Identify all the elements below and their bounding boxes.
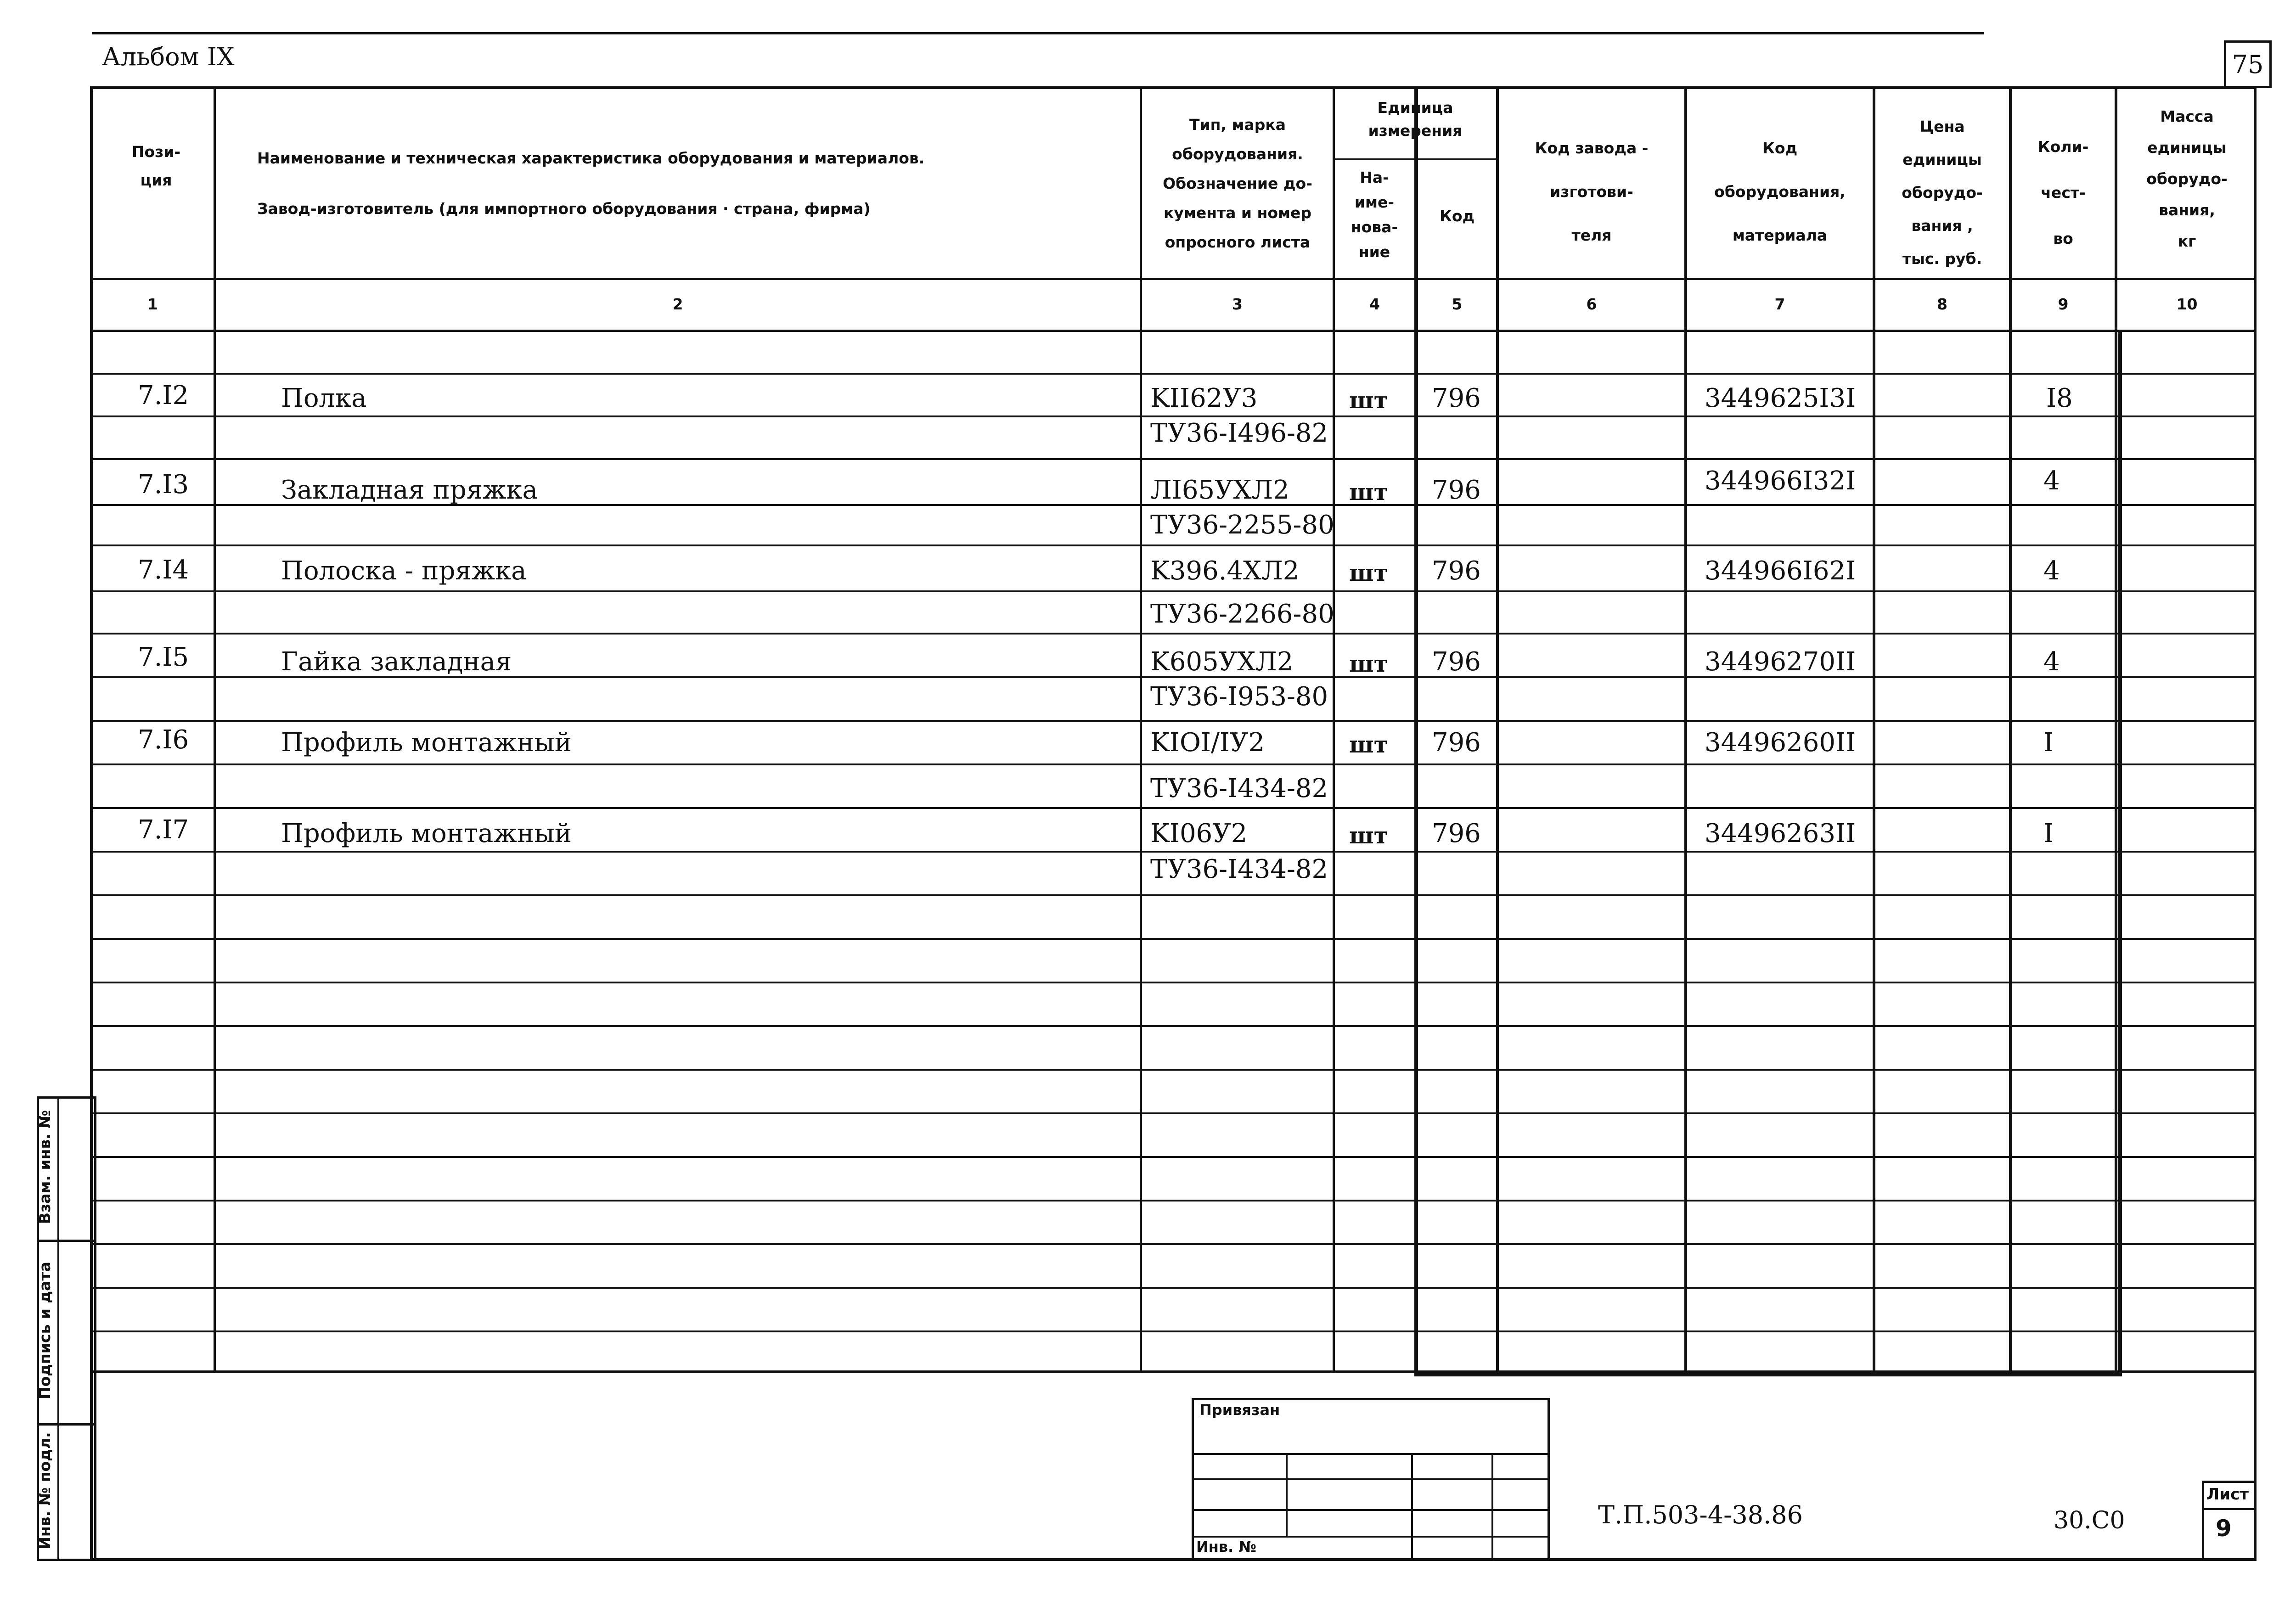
item-name: Профиль монтажный bbox=[281, 819, 572, 848]
col-number-7: 7 bbox=[1774, 295, 1785, 313]
unit-code: 796 bbox=[1432, 728, 1481, 758]
item-doc: ТУ36-I953-80 bbox=[1150, 682, 1328, 712]
col-number-9: 9 bbox=[2058, 295, 2069, 313]
quantity: 4 bbox=[2043, 556, 2060, 586]
unit-name: шт bbox=[1349, 650, 1388, 677]
item-type: K396.4ХЛ2 bbox=[1150, 556, 1300, 586]
position: 7.I6 bbox=[138, 725, 189, 755]
item-doc: ТУ36-I434-82 bbox=[1150, 774, 1328, 803]
position: 7.I7 bbox=[138, 815, 189, 845]
quantity: 4 bbox=[2043, 466, 2060, 496]
item-name: Полка bbox=[281, 383, 367, 413]
item-doc: ТУ36-I496-82 bbox=[1150, 418, 1328, 448]
unit-name: шт bbox=[1349, 731, 1388, 758]
col-number-10: 10 bbox=[2176, 295, 2198, 313]
unit-code: 796 bbox=[1432, 647, 1481, 677]
inv-number-label: Инв. № bbox=[1196, 1538, 1256, 1555]
position: 7.I2 bbox=[138, 381, 189, 410]
material-code: 34496263II bbox=[1705, 819, 1856, 848]
sheet-label: Лист bbox=[2206, 1485, 2249, 1504]
header-position: Пози- ция bbox=[131, 143, 181, 189]
header-type: Тип, марка оборудования. Обозначение до- кумента и номер опросного листа bbox=[1163, 116, 1312, 251]
unit-name: шт bbox=[1349, 822, 1388, 849]
side-stamp-signature-date: Подпись и дата bbox=[36, 1262, 54, 1399]
material-code: 344966I62I bbox=[1705, 556, 1856, 586]
item-doc: ТУ36-2266-80 bbox=[1150, 599, 1334, 629]
col-number-6: 6 bbox=[1586, 295, 1597, 313]
sheet-code: 30.C0 bbox=[2054, 1507, 2125, 1534]
item-type: KII62У3 bbox=[1150, 383, 1258, 413]
sheet-number: 9 bbox=[2216, 1515, 2232, 1542]
quantity: I8 bbox=[2046, 383, 2073, 413]
quantity: I bbox=[2043, 819, 2054, 848]
unit-code: 796 bbox=[1432, 819, 1481, 848]
material-code: 34496260II bbox=[1705, 728, 1856, 758]
item-name: Гайка закладная bbox=[281, 647, 512, 677]
item-name: Закладная пряжка bbox=[281, 475, 538, 505]
position: 7.I5 bbox=[138, 642, 189, 672]
document-code: Т.П.503-4-38.86 bbox=[1598, 1500, 1803, 1529]
album-label: Альбом IX bbox=[102, 42, 235, 71]
page-number: 75 bbox=[2232, 50, 2264, 79]
item-type: KIOI/IУ2 bbox=[1150, 728, 1265, 758]
quantity: 4 bbox=[2043, 647, 2060, 677]
col-number-3: 3 bbox=[1232, 295, 1243, 313]
item-type: KI06У2 bbox=[1150, 819, 1248, 848]
header-unit: Единица измерения bbox=[1368, 99, 1463, 140]
position: 7.I4 bbox=[138, 555, 189, 585]
side-stamp-inv-original: Инв. № подл. bbox=[36, 1432, 54, 1549]
material-code: 344966I32I bbox=[1705, 466, 1856, 496]
col-number-4: 4 bbox=[1369, 295, 1380, 313]
item-doc: ТУ36-2255-80 bbox=[1150, 510, 1334, 540]
item-doc: ТУ36-I434-82 bbox=[1150, 854, 1328, 884]
col-number-2: 2 bbox=[672, 295, 683, 313]
unit-code: 796 bbox=[1432, 556, 1481, 586]
item-name: Полоска - пряжка bbox=[281, 556, 527, 586]
header-mass: Масса единицы оборудо- вания, кг bbox=[2146, 107, 2228, 250]
col-number-1: 1 bbox=[147, 295, 158, 313]
page-number-box bbox=[2224, 40, 2272, 88]
header-unit-code: Код bbox=[1439, 207, 1475, 225]
unit-name: шт bbox=[1349, 559, 1388, 586]
col-number-8: 8 bbox=[1937, 295, 1947, 313]
col-number-5: 5 bbox=[1452, 295, 1463, 313]
header-name: Наименование и техническая характеристика оборудования и материалов. Завод-изготовитель (для импортного оборудования · страна, фирма) bbox=[257, 149, 925, 218]
header-plant-code: Код завода - изготови- теля bbox=[1535, 139, 1649, 244]
item-name: Профиль монтажный bbox=[281, 728, 572, 758]
unit-name: шт bbox=[1349, 387, 1388, 414]
quantity: I bbox=[2043, 728, 2054, 758]
header-quantity: Коли- чест- во bbox=[2037, 138, 2089, 247]
position: 7.I3 bbox=[138, 470, 189, 500]
header-price: Цена единицы оборудо- вания , тыс. руб. bbox=[1902, 118, 1983, 268]
unit-name: шт bbox=[1349, 478, 1388, 505]
side-stamp-replaced-inv: Взам. инв. № bbox=[36, 1110, 54, 1224]
material-code: 3449625I3I bbox=[1705, 383, 1856, 413]
unit-code: 796 bbox=[1432, 475, 1481, 505]
item-type: ЛI65УХЛ2 bbox=[1150, 475, 1289, 505]
header-equipment-code: Код оборудования, материала bbox=[1714, 139, 1846, 244]
item-type: K605УХЛ2 bbox=[1150, 647, 1294, 677]
header-unit-name: На- име- нова- ние bbox=[1351, 168, 1398, 261]
binding-label: Привязан bbox=[1199, 1401, 1280, 1419]
material-code: 34496270II bbox=[1705, 647, 1856, 677]
unit-code: 796 bbox=[1432, 383, 1481, 413]
